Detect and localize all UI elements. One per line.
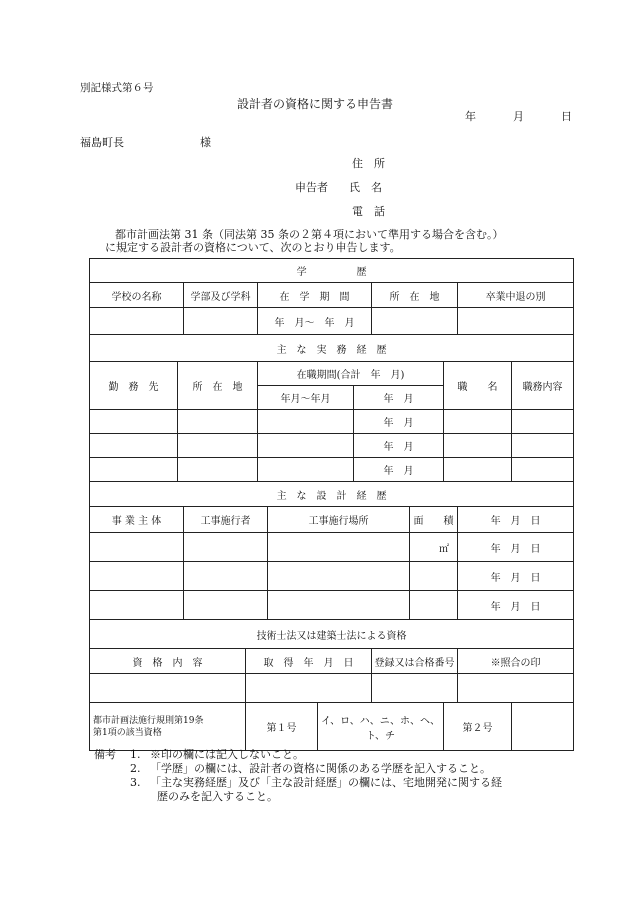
remark-number: 1.: [130, 748, 141, 761]
remark-text: ※印の欄には記入しないこと。: [150, 748, 304, 761]
tenure-months-cell[interactable]: 年 月: [354, 434, 444, 458]
registration-number-header: 登録又は合格番号: [372, 649, 458, 674]
tenure-range-header: 年月～年月: [258, 386, 354, 410]
rule19-label-line2: 第1項の該当資格: [93, 727, 162, 738]
school-name-header: 学校の名称: [90, 283, 184, 308]
area-cell[interactable]: [410, 562, 458, 591]
declaration-table: [89, 258, 574, 751]
contractor-cell[interactable]: [184, 562, 268, 591]
graduation-status-cell[interactable]: [458, 308, 574, 335]
acquisition-date-cell[interactable]: [246, 674, 372, 703]
tenure-months-cell[interactable]: 年 月: [354, 410, 444, 434]
honorific: 様: [200, 136, 211, 149]
qualification-content-cell[interactable]: [90, 674, 246, 703]
remark-number: 3.: [130, 776, 141, 789]
position-header: 職 名: [444, 362, 512, 410]
area-cell[interactable]: ㎡: [410, 533, 458, 562]
date-line: [465, 108, 572, 124]
preamble-line1: 都市計画法第 31 条（同法第 35 条の２第４項において準用する場合を含む。）: [115, 228, 504, 241]
work-section-title: 主 な 実 務 経 歴: [90, 335, 574, 362]
project-owner-cell[interactable]: [90, 533, 184, 562]
duties-cell[interactable]: [512, 434, 574, 458]
employer-cell[interactable]: [90, 434, 178, 458]
rule19-label: [90, 703, 246, 751]
project-owner-header: 事 業 主 体: [90, 507, 184, 533]
acquisition-date-header: 取 得 年 月 日: [246, 649, 372, 674]
construction-site-cell[interactable]: [268, 562, 410, 591]
remark-item: [94, 790, 502, 804]
applicant-block: [295, 152, 385, 224]
remark-number: [130, 790, 150, 804]
school-location-cell[interactable]: [372, 308, 458, 335]
faculty-cell[interactable]: [184, 308, 258, 335]
rule19-item2: 第２号: [444, 703, 512, 751]
remark-item: [94, 776, 502, 790]
form-number: 別記様式第６号: [80, 82, 154, 94]
school-location-header: 所 在 地: [372, 283, 458, 308]
remark-text: 「主な実務経歴」及び「主な設計経歴」の欄には、宅地開発に関する経: [150, 776, 502, 789]
remark-text: 「学歴」の欄には、設計者の資格に関係のある学歴を記入すること。: [150, 762, 491, 775]
remarks-heading: 備考: [94, 748, 116, 761]
work-location-header: 所 在 地: [178, 362, 258, 410]
work-location-cell[interactable]: [178, 434, 258, 458]
document-title: 設計者の資格に関する申告書: [236, 97, 393, 111]
preamble-line2: に規定する設計者の資格について、次のとおり申告します。: [105, 241, 401, 254]
remark-number: 2.: [130, 762, 141, 775]
work-location-cell[interactable]: [178, 458, 258, 482]
name-label: 氏 名: [349, 181, 382, 194]
tenure-months-header: 年 月: [354, 386, 444, 410]
date-day: 日: [561, 110, 572, 123]
preamble: [105, 228, 503, 254]
contractor-cell[interactable]: [184, 591, 268, 620]
tenure-months-cell[interactable]: 年 月: [354, 458, 444, 482]
date-month: 月: [513, 110, 524, 123]
contractor-cell[interactable]: [184, 533, 268, 562]
graduation-status-header: 卒業中退の別: [458, 283, 574, 308]
design-date-cell[interactable]: 年 月 日: [458, 533, 574, 562]
remark-text: 歴のみを記入すること。: [150, 790, 278, 803]
construction-site-cell[interactable]: [268, 591, 410, 620]
applicant-name-row: [295, 176, 385, 200]
tenure-range-cell[interactable]: [258, 458, 354, 482]
remarks: [94, 748, 502, 804]
applicant-label: 申告者: [295, 181, 328, 194]
verification-seal-cell: [458, 674, 574, 703]
qualification-section-title: 技術士法又は建築士法による資格: [90, 620, 574, 649]
rule19-label-line1: 都市計画法施行規則第19条: [93, 715, 204, 726]
area-header: 面 積: [410, 507, 458, 533]
construction-site-cell[interactable]: [268, 533, 410, 562]
design-date-cell[interactable]: 年 月 日: [458, 591, 574, 620]
remark-item: [94, 748, 502, 762]
enrollment-period-cell[interactable]: 年 月～ 年 月: [258, 308, 372, 335]
addressee: 福島町長: [80, 136, 124, 149]
faculty-header: 学部及び学科: [184, 283, 258, 308]
position-cell[interactable]: [444, 410, 512, 434]
employer-cell[interactable]: [90, 458, 178, 482]
position-cell[interactable]: [444, 434, 512, 458]
date-year: 年: [465, 110, 476, 123]
address-label: 住 所: [352, 157, 385, 170]
design-date-header: 年 月 日: [458, 507, 574, 533]
employer-cell[interactable]: [90, 410, 178, 434]
tenure-range-cell[interactable]: [258, 410, 354, 434]
registration-number-cell[interactable]: [372, 674, 458, 703]
tenure-header: 在職期間(合計 年 月): [258, 362, 444, 386]
project-owner-cell[interactable]: [90, 591, 184, 620]
qualification-content-header: 資 格 内 容: [90, 649, 246, 674]
rule19-item1: 第１号: [246, 703, 318, 751]
design-date-cell[interactable]: 年 月 日: [458, 562, 574, 591]
rule19-item2-cell[interactable]: [512, 703, 574, 751]
construction-site-header: 工事施行場所: [268, 507, 410, 533]
area-cell[interactable]: [410, 591, 458, 620]
design-section-title: 主 な 設 計 経 歴: [90, 482, 574, 507]
phone-label: 電 話: [352, 205, 385, 218]
tenure-range-cell[interactable]: [258, 434, 354, 458]
employer-header: 勤 務 先: [90, 362, 178, 410]
project-owner-cell[interactable]: [90, 562, 184, 591]
school-name-cell[interactable]: [90, 308, 184, 335]
rule19-item1-options[interactable]: イ、ロ、ハ、ニ、ホ、ヘ、ト、チ: [318, 703, 444, 751]
duties-cell[interactable]: [512, 410, 574, 434]
duties-cell[interactable]: [512, 458, 574, 482]
remark-item: [94, 762, 502, 776]
enrollment-period-header: 在 学 期 間: [258, 283, 372, 308]
duties-header: 職務内容: [512, 362, 574, 410]
position-cell[interactable]: [444, 458, 512, 482]
work-location-cell[interactable]: [178, 410, 258, 434]
contractor-header: 工事施行者: [184, 507, 268, 533]
verification-seal-header: ※照合の印: [458, 649, 574, 674]
education-section-title: 学 歴: [90, 259, 574, 283]
